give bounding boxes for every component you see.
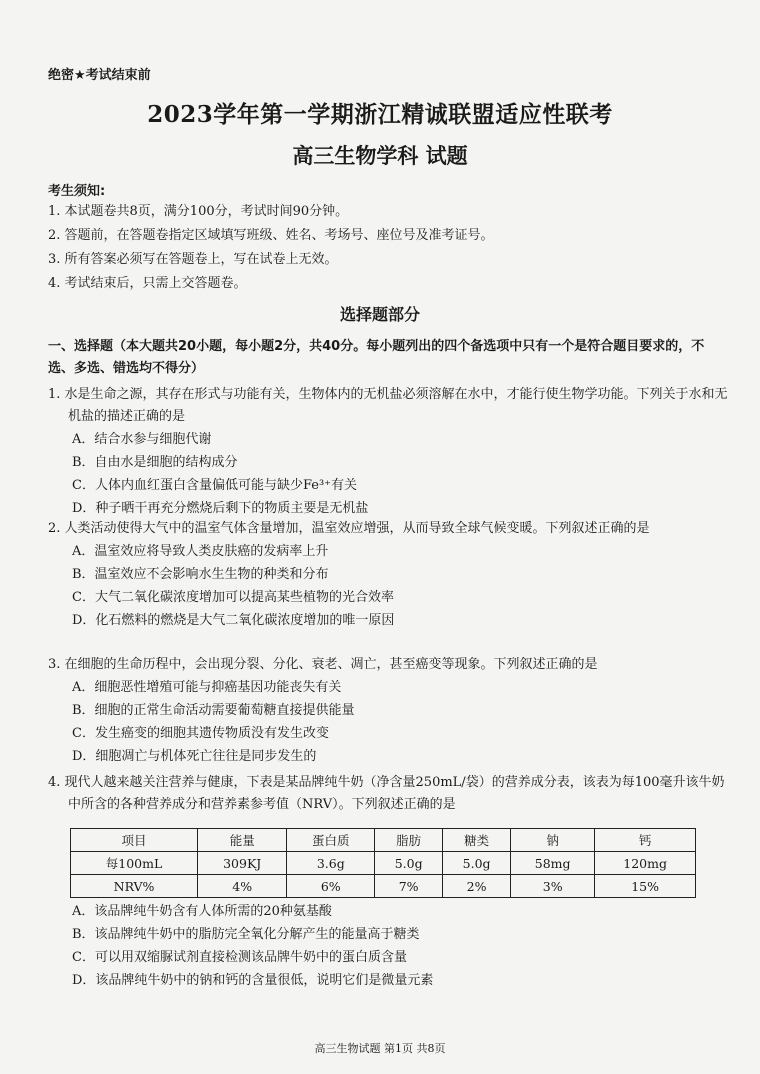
option-d: D．化石燃料的燃烧是大气二氧化碳浓度增加的唯一原因 bbox=[72, 613, 395, 628]
table-cell: 钠 bbox=[511, 829, 595, 852]
notice-list bbox=[48, 200, 728, 296]
table-cell: 2% bbox=[443, 875, 511, 898]
table-cell: 项目 bbox=[71, 829, 198, 852]
table-cell: 脂肪 bbox=[375, 829, 443, 852]
table-row bbox=[71, 829, 696, 852]
question-stem: 1. 水是生命之源，其存在形式与功能有关，生物体内的无机盐必须溶解在水中，才能行使生物学功能。下列关于水和无机盐的描述正确的是 bbox=[48, 387, 728, 424]
question-4-options bbox=[48, 900, 728, 992]
table-cell: 309KJ bbox=[198, 852, 287, 875]
option-c: C．发生癌变的细胞其遗传物质没有发生改变 bbox=[72, 726, 329, 741]
option-b: B．细胞的正常生命活动需要葡萄糖直接提供能量 bbox=[72, 703, 355, 718]
table-cell: 蛋白质 bbox=[287, 829, 375, 852]
table-cell: 58mg bbox=[511, 852, 595, 875]
page-footer: 高三生物试题 第1页 共8页 bbox=[314, 1042, 446, 1055]
question-stem: 4. 现代人越来越关注营养与健康，下表是某品牌纯牛奶（净含量250mL/袋）的营养成分表，该表为每100毫升该牛奶中所含的各种营养成分和营养素参考值（NRV）。下列叙述正确的是 bbox=[48, 775, 725, 812]
option-b: B．该品牌纯牛奶中的脂肪完全氧化分解产生的能量高于糖类 bbox=[72, 927, 420, 942]
notice-item: 2. 答题前，在答题卷指定区域填写班级、姓名、考场号、座位号及准考证号。 bbox=[48, 228, 494, 243]
notice-item: 4. 考试结束后，只需上交答题卷。 bbox=[48, 276, 247, 291]
table-cell: 5.0g bbox=[375, 852, 443, 875]
table-cell: 4% bbox=[198, 875, 287, 898]
question-2 bbox=[48, 518, 728, 632]
table-cell: 3% bbox=[511, 875, 595, 898]
table-row bbox=[71, 852, 696, 875]
table-cell: 钙 bbox=[595, 829, 696, 852]
option-d: D．种子晒干再充分燃烧后剩下的物质主要是无机盐 bbox=[72, 501, 369, 516]
notice-item: 3. 所有答案必须写在答题卷上，写在试卷上无效。 bbox=[48, 252, 338, 267]
table-cell: 能量 bbox=[198, 829, 287, 852]
option-b: B．自由水是细胞的结构成分 bbox=[72, 455, 238, 470]
table-cell: 3.6g bbox=[287, 852, 375, 875]
nutrition-table bbox=[70, 828, 696, 898]
option-c: C．可以用双缩脲试剂直接检测该品牌牛奶中的蛋白质含量 bbox=[72, 950, 407, 965]
option-c: C．人体内血红蛋白含量偏低可能与缺少Fe³⁺有关 bbox=[72, 478, 358, 493]
secret-label: 绝密★考试结束前 bbox=[48, 68, 151, 83]
option-a: A．细胞恶性增殖可能与抑癌基因功能丧失有关 bbox=[72, 680, 342, 695]
option-a: A．温室效应将导致人类皮肤癌的发病率上升 bbox=[72, 544, 329, 559]
option-c: C．大气二氧化碳浓度增加可以提高某些植物的光合效率 bbox=[72, 590, 394, 605]
table-cell: 糖类 bbox=[443, 829, 511, 852]
table-cell: 7% bbox=[375, 875, 443, 898]
question-1 bbox=[48, 384, 728, 520]
table-cell: 120mg bbox=[595, 852, 696, 875]
notice-heading: 考生须知: bbox=[48, 184, 106, 199]
question-stem: 3. 在细胞的生命历程中，会出现分裂、分化、衰老、凋亡，甚至癌变等现象。下列叙述正确的是 bbox=[48, 657, 598, 672]
table-cell: 每100mL bbox=[71, 852, 198, 875]
option-d: D．细胞凋亡与机体死亡往往是同步发生的 bbox=[72, 749, 317, 764]
table-cell: 5.0g bbox=[443, 852, 511, 875]
section-intro: 一、选择题（本大题共20小题，每小题2分，共40分。每小题列出的四个备选项中只有一个是符合题目要求的，不选、多选、错选均不得分） bbox=[48, 339, 705, 376]
exam-title: 2023学年第一学期浙江精诚联盟适应性联考 bbox=[147, 101, 613, 128]
section-title: 选择题部分 bbox=[339, 305, 420, 324]
option-a: A．结合水参与细胞代谢 bbox=[72, 432, 212, 447]
option-b: B．温室效应不会影响水生生物的种类和分布 bbox=[72, 567, 329, 582]
question-stem: 2. 人类活动使得大气中的温室气体含量增加，温室效应增强，从而导致全球气候变暖。下列叙述正确的是 bbox=[48, 521, 650, 536]
question-3 bbox=[48, 654, 728, 768]
notice-item: 1. 本试题卷共8页，满分100分，考试时间90分钟。 bbox=[48, 204, 349, 219]
question-4 bbox=[48, 772, 728, 816]
table-row bbox=[71, 875, 696, 898]
exam-subtitle: 高三生物学科 试题 bbox=[292, 143, 468, 168]
option-a: A．该品牌纯牛奶含有人体所需的20种氨基酸 bbox=[72, 904, 332, 919]
table-cell: 6% bbox=[287, 875, 375, 898]
table-cell: 15% bbox=[595, 875, 696, 898]
option-d: D．该品牌纯牛奶中的钠和钙的含量很低，说明它们是微量元素 bbox=[72, 973, 434, 988]
table-cell: NRV% bbox=[71, 875, 198, 898]
